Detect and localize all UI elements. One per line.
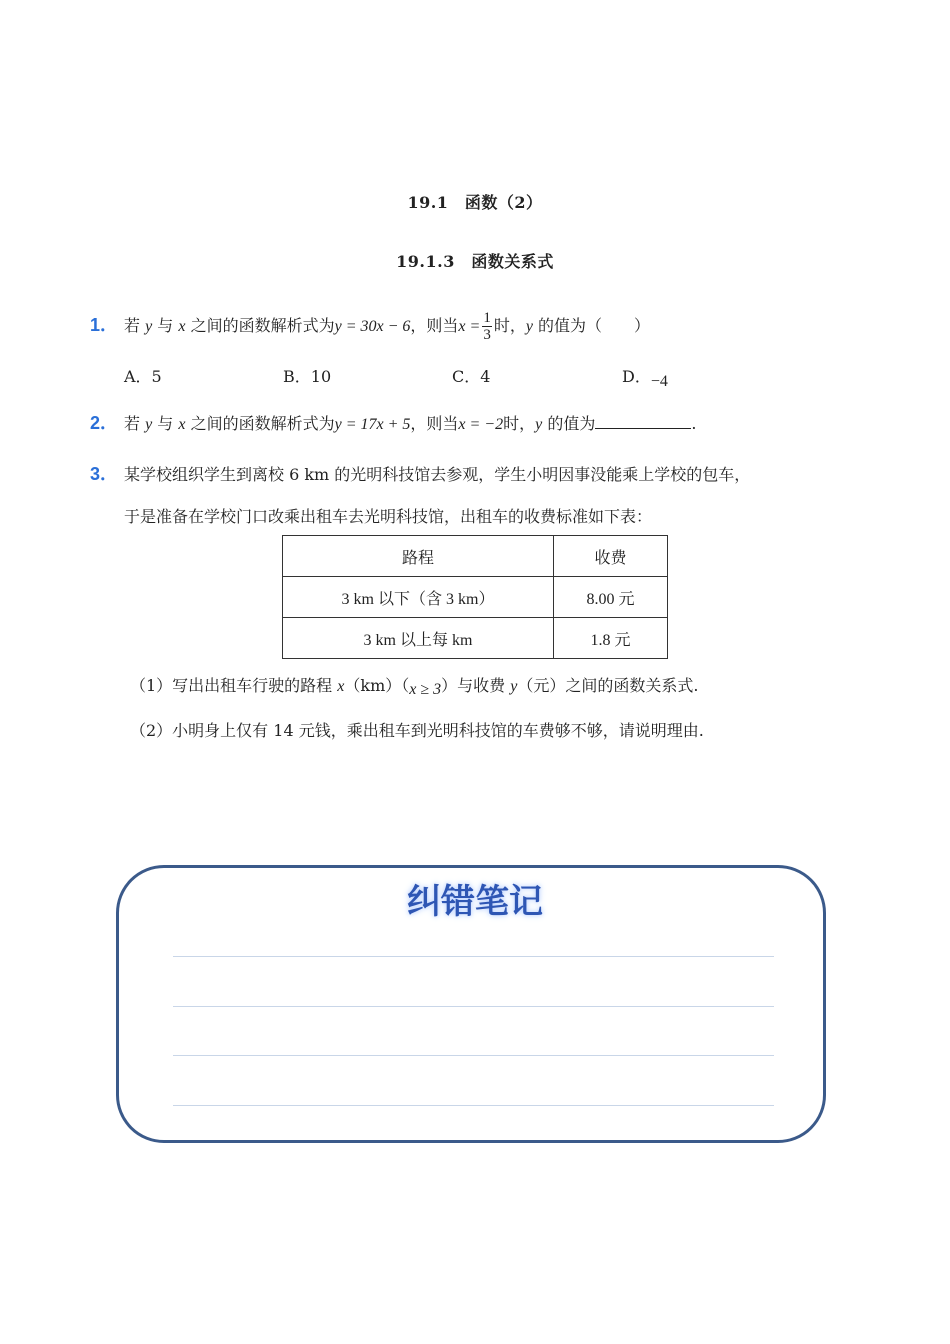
question-3-line2: 于是准备在学校门口改乘出租车去光明科技馆，出租车的收费标准如下表： bbox=[124, 507, 653, 526]
table-header-row bbox=[283, 536, 668, 577]
table-cell: 3 km 以上每 km bbox=[283, 618, 554, 659]
sub-question-1 bbox=[130, 673, 698, 696]
q1-var-y: y bbox=[145, 318, 153, 335]
q2-formula: y = 17x + 5 bbox=[334, 416, 411, 433]
option-b: B．10 bbox=[283, 367, 332, 386]
sub1-var-y: y bbox=[510, 678, 518, 695]
q1-text: 时， bbox=[493, 316, 526, 335]
q2-var-y: y bbox=[535, 416, 543, 433]
q1-condition: x = bbox=[458, 318, 481, 335]
sub1-text: （元）之间的函数关系式. bbox=[517, 676, 699, 695]
q2-text: 的值为 bbox=[542, 414, 596, 433]
q2-var-x: x bbox=[178, 416, 186, 433]
question-number: 2． bbox=[90, 413, 119, 433]
q1-text: 之间的函数解析式为 bbox=[185, 316, 335, 335]
q1-fraction bbox=[482, 310, 492, 343]
table-cell: 3 km 以下（含 3 km） bbox=[283, 577, 554, 618]
q1-var-x: x bbox=[178, 318, 186, 335]
question-3 bbox=[90, 463, 750, 486]
q2-text: 时， bbox=[503, 414, 536, 433]
question-number: 3． bbox=[90, 464, 119, 484]
table-header: 收费 bbox=[554, 536, 668, 577]
sub1-text: （1）写出出租车行驶的路程 bbox=[130, 676, 338, 695]
table-cell: 1.8 元 bbox=[554, 618, 668, 659]
q1-text: 与 bbox=[152, 316, 179, 335]
question-number: 1． bbox=[90, 315, 119, 335]
option-d bbox=[622, 364, 668, 390]
q1-var-y: y bbox=[525, 318, 533, 335]
question-2 bbox=[90, 412, 696, 436]
table-row bbox=[283, 618, 668, 659]
fraction-denominator: 3 bbox=[483, 327, 491, 343]
q3-text: 某学校组织学生到离校 6 km 的光明科技馆去参观，学生小明因事没能乘上学校的包车， bbox=[124, 465, 751, 484]
option-d-value: −4 bbox=[650, 373, 668, 390]
q2-text: . bbox=[691, 414, 697, 433]
note-line bbox=[173, 1055, 774, 1056]
sub1-var-x: x bbox=[337, 678, 345, 695]
correction-notes-title: 纠错笔记 bbox=[407, 882, 543, 922]
table-row bbox=[283, 577, 668, 618]
q2-text: 之间的函数解析式为 bbox=[185, 414, 335, 433]
q1-text: ，则当 bbox=[410, 316, 459, 335]
option-c: C．4 bbox=[452, 367, 491, 386]
table-header: 路程 bbox=[283, 536, 554, 577]
note-line bbox=[173, 1105, 774, 1106]
q1-text: 若 bbox=[124, 316, 146, 335]
option-d-label: D． bbox=[622, 367, 651, 386]
fee-table bbox=[282, 535, 668, 659]
subsection-title: 19.1.3 函数关系式 bbox=[396, 252, 554, 271]
answer-blank[interactable] bbox=[595, 414, 691, 429]
q2-text: 与 bbox=[152, 414, 179, 433]
q2-var-y: y bbox=[145, 416, 153, 433]
table-cell: 8.00 元 bbox=[554, 577, 668, 618]
question-1 bbox=[90, 310, 650, 343]
option-a: A．5 bbox=[124, 367, 162, 386]
section-title: 19.1 函数（2） bbox=[407, 193, 543, 212]
q1-formula: y = 30x − 6 bbox=[334, 318, 411, 335]
sub-question-2: （2）小明身上仅有 14 元钱，乘出租车到光明科技馆的车费够不够，请说明理由. bbox=[130, 721, 704, 740]
q2-condition: x = −2 bbox=[458, 416, 504, 433]
note-line bbox=[173, 956, 774, 957]
q1-text: 的值为（ ） bbox=[532, 316, 651, 335]
sub1-text: ）与收费 bbox=[441, 676, 511, 695]
sub1-text: （km）（ bbox=[344, 676, 410, 695]
q2-text: 若 bbox=[124, 414, 146, 433]
note-line bbox=[173, 1006, 774, 1007]
sub1-condition: x ≥ 3 bbox=[409, 681, 442, 698]
fraction-numerator: 1 bbox=[483, 310, 491, 326]
q2-text: ，则当 bbox=[410, 414, 459, 433]
